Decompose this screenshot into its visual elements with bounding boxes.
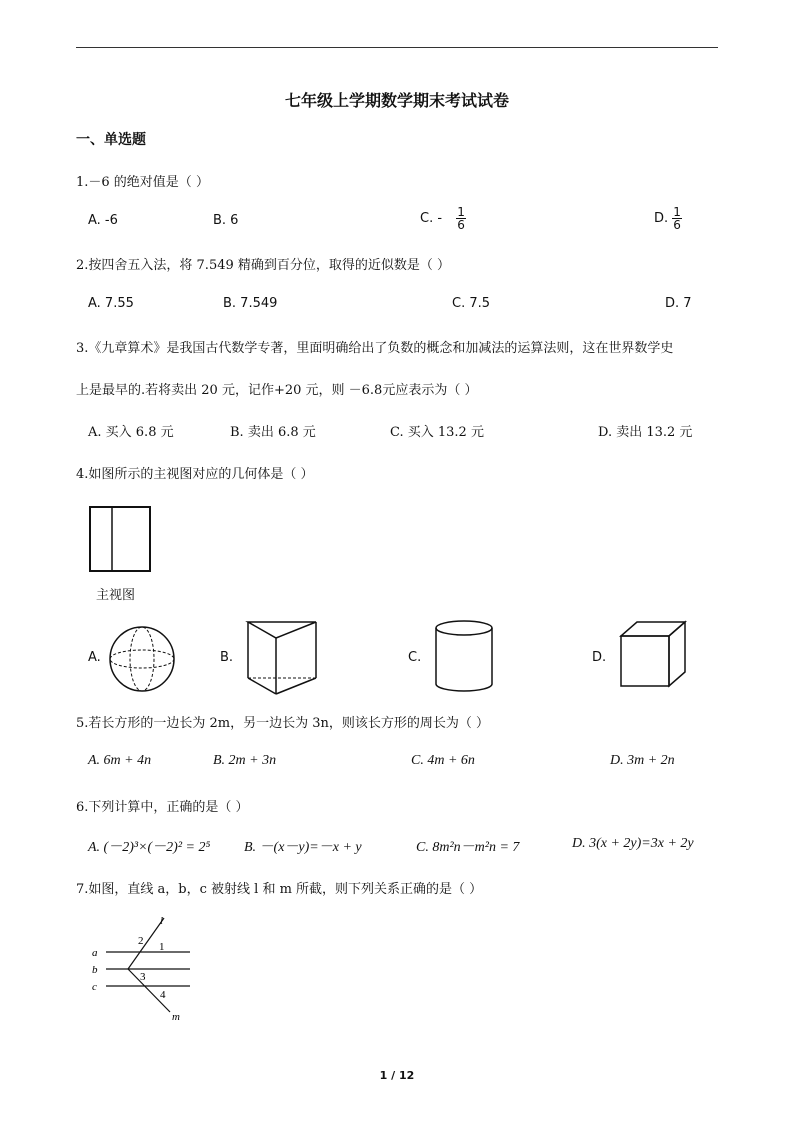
q1-option-c-prefix: C. -: [420, 211, 443, 226]
q6-option-b: B. －(x－y)=－x + y: [244, 840, 362, 855]
q5-option-d: D. 3m + 2n: [610, 753, 675, 768]
question-4-stem: 4.如图所示的主视图对应的几何体是（ ）: [76, 467, 314, 482]
page-title: 七年级上学期数学期末考试试卷: [284, 91, 509, 110]
question-7-stem: 7.如图，直线 a，b，c 被射线 l 和 m 所截，则下列关系正确的是（ ）: [76, 882, 483, 897]
angle-label-1: 1: [159, 941, 165, 953]
question-2-stem: 2.按四舍五入法，将 7.549 精确到百分位，取得的近似数是（ ）: [76, 258, 451, 273]
label-a: a: [92, 947, 98, 959]
cylinder-figure: [432, 618, 500, 696]
label-c: c: [92, 981, 97, 993]
q5-option-a: A. 6m + 4n: [88, 753, 152, 768]
label-l: l: [160, 915, 164, 927]
q4-option-a-label: A.: [88, 650, 101, 665]
angle-label-4: 4: [160, 989, 166, 1001]
cube-figure: [615, 616, 691, 692]
q5-option-c: C. 4m + 6n: [411, 753, 475, 768]
section-heading: 一、单选题: [76, 132, 146, 148]
q4-option-d-label: D.: [592, 650, 607, 665]
question-6-stem: 6.下列计算中，正确的是（ ）: [76, 800, 249, 815]
label-m: m: [172, 1011, 180, 1023]
q4-option-b-label: B.: [220, 650, 234, 665]
q1-option-c: [420, 206, 466, 231]
q6-option-d: D. 3(x + 2y)=3x + 2y: [572, 836, 694, 851]
q3-option-b: B. 卖出 6.8 元: [230, 425, 316, 440]
q1-option-d: [654, 206, 682, 231]
q3-option-d: D. 卖出 13.2 元: [598, 425, 693, 440]
q1-option-d-fraction: [672, 206, 682, 231]
q1-option-d-prefix: D.: [654, 211, 669, 226]
q2-option-c: C. 7.5: [452, 296, 491, 311]
page-number: 1 / 12: [379, 1069, 415, 1082]
q2-option-b: B. 7.549: [223, 296, 278, 311]
q2-option-d: D. 7: [665, 296, 692, 311]
label-b: b: [92, 964, 98, 976]
parallel-lines-figure: [86, 910, 226, 1030]
front-view-figure: [88, 505, 158, 575]
question-3-stem-line-2: 上是最早的.若将卖出 20 元，记作+20 元，则 －6.8元应表示为（ ）: [76, 383, 478, 398]
q4-option-c-label: C.: [408, 650, 422, 665]
fraction-denominator: 6: [457, 218, 465, 232]
q1-option-c-fraction: [456, 206, 466, 231]
q6-option-a: A. (－2)³×(－2)² = 2⁵: [88, 840, 211, 855]
question-1-stem: 1.－6 的绝对值是（ ）: [76, 175, 209, 190]
angle-label-2: 2: [138, 935, 144, 947]
q5-option-b: B. 2m + 3n: [213, 753, 277, 768]
question-3-stem-line-1: 3.《九章算术》是我国古代数学专著，里面明确给出了负数的概念和加减法的运算法则，这在世界数学史: [76, 341, 674, 356]
q2-option-a: A. 7.55: [88, 296, 134, 311]
q3-option-c: C. 买入 13.2 元: [390, 425, 484, 440]
q1-option-a: A. -6: [88, 213, 118, 228]
question-5-stem: 5.若长方形的一边长为 2m，另一边长为 3n，则该长方形的周长为（ ）: [76, 716, 490, 731]
sphere-figure: [104, 623, 180, 695]
fraction-numerator: 1: [673, 205, 681, 219]
fraction-numerator: 1: [457, 205, 465, 219]
angle-label-3: 3: [140, 971, 146, 983]
front-view-caption: 主视图: [96, 588, 136, 603]
triangular-prism-figure: [240, 616, 324, 698]
q6-option-c: C. 8m²n－m²n = 7: [416, 840, 520, 855]
fraction-denominator: 6: [673, 218, 681, 232]
header-rule: [76, 47, 718, 48]
q1-option-b: B. 6: [213, 213, 239, 228]
q3-option-a: A. 买入 6.8 元: [88, 425, 174, 440]
